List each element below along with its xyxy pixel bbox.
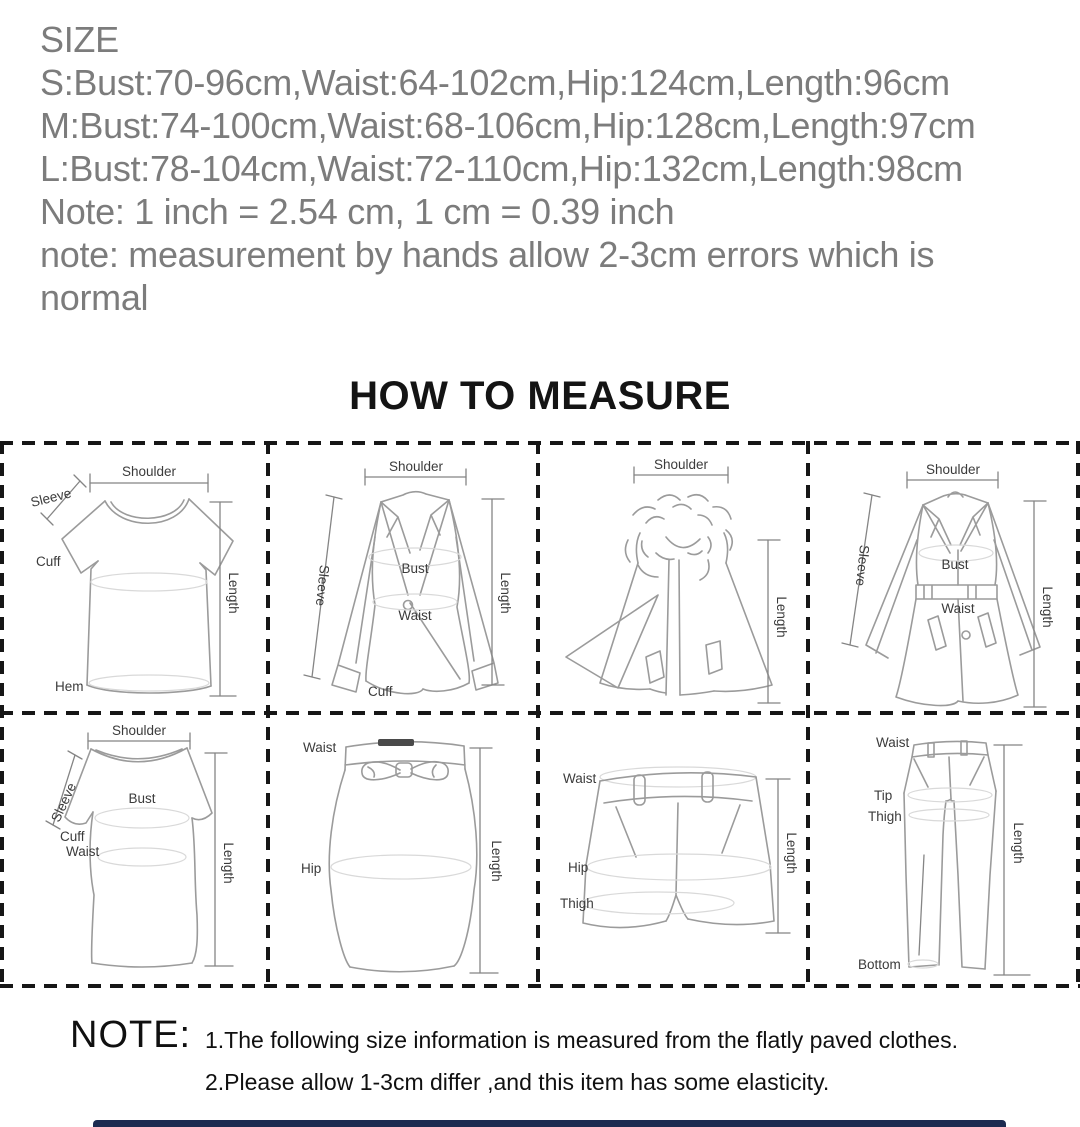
- thigh-label: Thigh: [868, 809, 902, 824]
- size-line-m: M:Bust:74-100cm,Waist:68-106cm,Hip:128cm,Length:97cm: [40, 105, 976, 146]
- hip-label: Hip: [301, 861, 322, 876]
- shoulder-label: Shoulder: [111, 723, 167, 738]
- bust-label: Bust: [401, 561, 429, 576]
- bust-label: Bust: [128, 791, 156, 806]
- note-heading: NOTE:: [70, 1014, 192, 1056]
- trench-coat-diagram: [808, 445, 1072, 711]
- size-note-inch: Note: 1 inch = 2.54 cm, 1 cm = 0.39 inch: [40, 191, 675, 232]
- blazer-diagram: [268, 445, 532, 711]
- grid-divider-bottom: [0, 984, 1080, 988]
- shoulder-label: Shoulder: [925, 462, 981, 477]
- length-label: Length: [489, 840, 504, 882]
- bottom-banner-edge: [93, 1120, 1006, 1127]
- waist-label: Waist: [303, 740, 337, 755]
- hip-label: Hip: [568, 860, 589, 875]
- grid-divider-right: [1076, 441, 1080, 988]
- length-label: Length: [221, 842, 236, 884]
- note-item-1: 1.The following size information is measured from the flatly paved clothes.: [205, 1027, 958, 1053]
- size-line-s: S:Bust:70-96cm,Waist:64-102cm,Hip:124cm,Length:96cm: [40, 62, 950, 103]
- sleeve-label: Sleeve: [29, 485, 73, 510]
- bottom-label: Bottom: [858, 957, 901, 972]
- cuff-label: Cuff: [368, 684, 393, 699]
- waist-label: Waist: [941, 601, 975, 616]
- waist-label: Waist: [66, 844, 100, 859]
- length-label: Length: [784, 832, 799, 874]
- thigh-label: Thigh: [560, 896, 594, 911]
- sleeve-label: Sleeve: [48, 780, 80, 825]
- size-info-block: [40, 18, 1032, 319]
- size-line-l: L:Bust:78-104cm,Waist:72-110cm,Hip:132cm,Length:98cm: [40, 148, 963, 189]
- shorts-diagram: [538, 715, 802, 981]
- shoulder-label: Shoulder: [653, 457, 709, 472]
- dress-diagram: [2, 715, 266, 981]
- how-to-measure-title: HOW TO MEASURE: [349, 374, 731, 418]
- tip-label: Tip: [874, 788, 893, 803]
- waist-label: Waist: [563, 771, 597, 786]
- tshirt-diagram: [2, 445, 266, 711]
- shoulder-label: Shoulder: [388, 459, 444, 474]
- length-label: Length: [1040, 586, 1055, 628]
- length-label: Length: [1011, 822, 1026, 864]
- cuff-label: Cuff: [36, 554, 61, 569]
- waist-label: Waist: [398, 608, 432, 623]
- cuff-label: Cuff: [60, 829, 85, 844]
- skirt-diagram: [268, 715, 532, 981]
- size-note-hand: note: measurement by hands allow 2-3cm errors which is normal: [40, 234, 935, 318]
- size-title: SIZE: [40, 19, 119, 60]
- cape-diagram: [538, 445, 802, 711]
- length-label: Length: [774, 596, 789, 638]
- waist-label: Waist: [876, 735, 910, 750]
- length-label: Length: [498, 572, 513, 614]
- length-label: Length: [226, 572, 241, 614]
- sleeve-label: Sleeve: [312, 564, 333, 607]
- pants-diagram: [808, 715, 1072, 981]
- shoulder-label: Shoulder: [121, 464, 177, 479]
- sleeve-label: Sleeve: [852, 544, 873, 587]
- bust-label: Bust: [941, 557, 969, 572]
- note-item-2: 2.Please allow 1-3cm differ ,and this item has some elasticity.: [205, 1069, 830, 1095]
- hem-label: Hem: [55, 679, 84, 694]
